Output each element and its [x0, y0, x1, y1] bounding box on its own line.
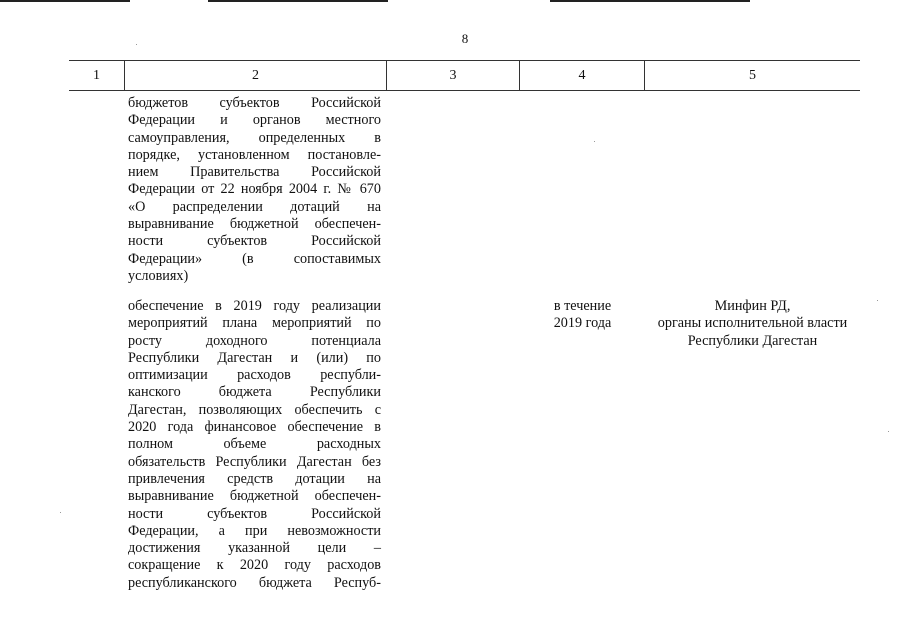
header-cell-4: 4: [578, 68, 586, 83]
scan-artifact-right: [550, 0, 750, 2]
table-header-row: [69, 60, 860, 91]
header-cell-1: 1: [93, 68, 100, 83]
text-line: выравнивание бюджетной обеспечен-: [128, 488, 381, 505]
row2-deadline: [545, 298, 620, 333]
header-cell-3: 3: [449, 68, 457, 83]
text-line: мероприятий плана мероприятий по: [128, 315, 381, 332]
scan-artifact-mid: [208, 0, 388, 2]
text-line: самоуправления, определенных в: [128, 129, 381, 146]
text-line: обязательств Республики Дагестан без: [128, 453, 381, 470]
page-number: 8: [461, 31, 469, 46]
text-line: Федерации от 22 ноября 2004 г. № 670: [128, 181, 381, 198]
responsible-line: органы исполнительной власти: [657, 315, 848, 332]
text-line: Дагестан, позволяющих обеспечить с: [128, 401, 381, 418]
text-line: условиях): [128, 267, 189, 284]
text-line: привлечения средств дотации на: [128, 470, 381, 487]
text-line: достижения указанной цели –: [128, 540, 381, 557]
text-line: ности субъектов Российской: [128, 233, 381, 250]
text-line: оптимизации расходов республи-: [128, 367, 381, 384]
header-cell-5: 5: [749, 68, 756, 83]
row2-responsible: [645, 298, 860, 350]
text-line: росту доходного потенциала: [128, 332, 381, 349]
text-line: Федерации, а при невозможности: [128, 522, 381, 539]
text-line: сокращение к 2020 году расходов: [128, 557, 381, 574]
scan-speck: [877, 300, 878, 301]
scan-speck: [888, 431, 889, 432]
text-line: Республики Дагестан и (или) по: [128, 349, 381, 366]
text-line: «О распределении дотаций на: [128, 198, 381, 215]
header-cell-2: 2: [252, 68, 259, 83]
text-line: выравнивание бюджетной обеспечен-: [128, 216, 381, 233]
text-line: порядке, установленном постановле-: [128, 146, 381, 163]
responsible-line: Республики Дагестан: [687, 332, 818, 349]
deadline-line: в течение: [553, 298, 612, 314]
text-line: полном объеме расходных: [128, 436, 381, 453]
scan-speck: [136, 44, 137, 45]
scan-speck: [594, 141, 595, 142]
text-line: бюджетов субъектов Российской: [128, 95, 381, 111]
text-line: республиканского бюджета Респуб-: [128, 574, 381, 591]
text-line: обеспечение в 2019 году реализации: [128, 298, 381, 314]
deadline-line: 2019 года: [553, 315, 612, 332]
scan-speck: [60, 512, 61, 513]
text-line: нием Правительства Российской: [128, 164, 381, 181]
text-line: 2020 года финансовое обеспечение в: [128, 419, 381, 436]
text-line: ности субъектов Российской: [128, 505, 381, 522]
responsible-line: Минфин РД,: [714, 298, 791, 314]
text-line: Федерации и органов местного: [128, 112, 381, 129]
row1-description: [128, 95, 381, 285]
scan-artifact-left: [0, 0, 130, 2]
text-line: Федерации» (в сопоставимых: [128, 250, 381, 267]
text-line: канского бюджета Республики: [128, 384, 381, 401]
row2-description: [128, 298, 381, 592]
